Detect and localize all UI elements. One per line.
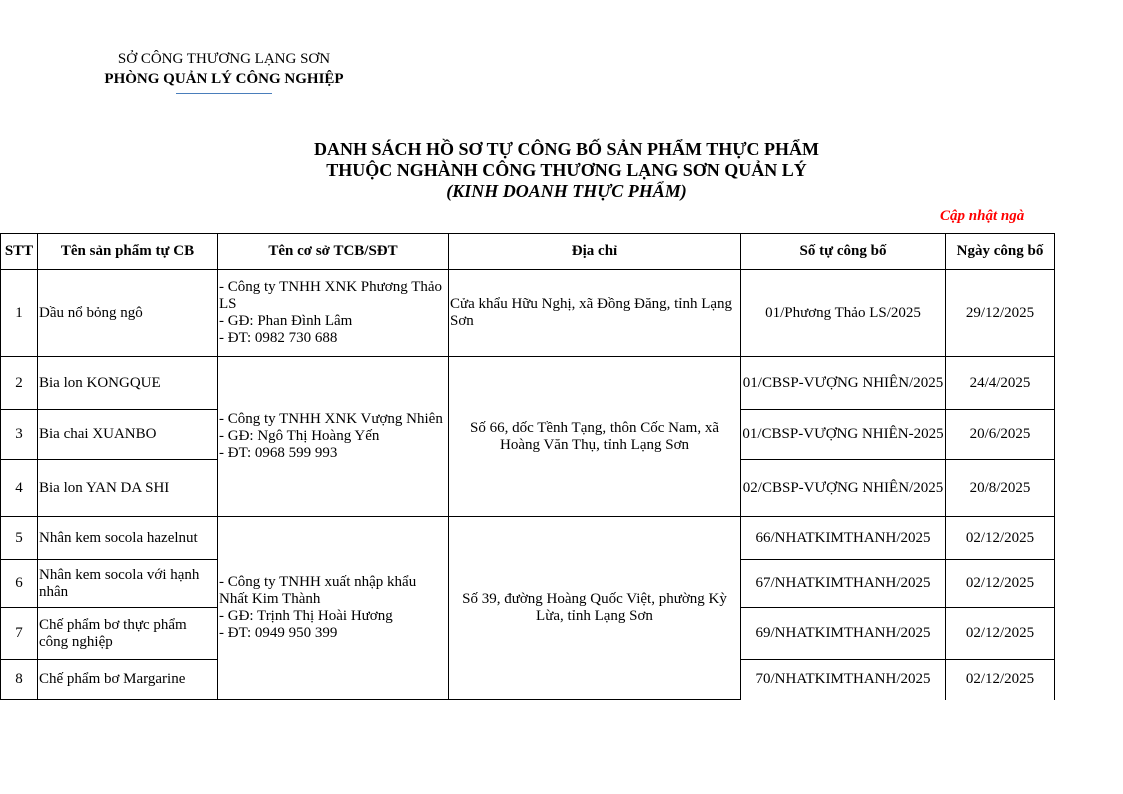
company-director: - GĐ: Phan Đình Lâm [219,313,353,329]
cell-company [218,517,449,700]
cell-number: 67/NHATKIMTHANH/2025 [741,560,946,608]
title-line-2: THUỘC NGHÀNH CÔNG THƯƠNG LẠNG SƠN QUẢN LÝ [326,160,807,180]
column-header-product: Tên sản phẩm tự CB [38,234,218,270]
company-name: - Công ty TNHH XNK Phương Thảo LS [219,279,443,312]
cell-number: 70/NHATKIMTHANH/2025 [741,660,946,700]
cell-product: Nhân kem socola với hạnh nhân [38,560,218,608]
column-header-date: Ngày công bố [946,234,1055,270]
cell-address: Số 66, dốc Tềnh Tạng, thôn Cốc Nam, xã Hoàng Văn Thụ, tỉnh Lạng Sơn [449,357,741,517]
cell-stt: 2 [1,357,38,410]
table-row [1,357,1055,410]
header-divider [176,93,272,94]
cell-date: 29/12/2025 [946,270,1055,357]
table-row [1,270,1055,357]
cell-product: Bia chai XUANBO [38,410,218,460]
cell-date: 24/4/2025 [946,357,1055,410]
cell-number: 69/NHATKIMTHANH/2025 [741,608,946,660]
cell-address: Cửa khẩu Hữu Nghị, xã Đồng Đăng, tỉnh Lạng Sơn [449,270,741,357]
company-phone: - ĐT: 0968 599 993 [219,445,338,461]
cell-date: 02/12/2025 [946,560,1055,608]
cell-date: 20/6/2025 [946,410,1055,460]
table-header-row [1,234,1055,270]
cell-date: 20/8/2025 [946,460,1055,517]
department-name: PHÒNG QUẢN LÝ CÔNG NGHIỆP [104,71,344,87]
cell-stt: 8 [1,660,38,700]
company-phone: - ĐT: 0949 950 399 [219,625,338,641]
title-line-3: (KINH DOANH THỰC PHẨM) [446,181,687,201]
title-line-1: DANH SÁCH HỒ SƠ TỰ CÔNG BỐ SẢN PHẨM THỰC PHẨM [313,139,820,159]
column-header-number: Số tự công bố [741,234,946,270]
column-header-company: Tên cơ sở TCB/SĐT [218,234,449,270]
cell-stt: 5 [1,517,38,560]
cell-number: 01/CBSP-VƯỢNG NHIÊN-2025 [741,410,946,460]
cell-address: Số 39, đường Hoàng Quốc Việt, phường Kỳ Lừa, tỉnh Lạng Sơn [449,517,741,700]
cell-company [218,270,449,357]
cell-product: Chế phẩm bơ Margarine [38,660,218,700]
column-header-stt: STT [1,234,38,270]
cell-stt: 1 [1,270,38,357]
cell-number: 01/CBSP-VƯỢNG NHIÊN/2025 [741,357,946,410]
cell-date: 02/12/2025 [946,608,1055,660]
company-director: - GĐ: Ngô Thị Hoàng Yến [219,428,380,444]
cell-stt: 4 [1,460,38,517]
company-name: - Công ty TNHH XNK Vượng Nhiên [219,411,443,427]
company-director: - GĐ: Trịnh Thị Hoài Hương [219,608,393,624]
cell-date: 02/12/2025 [946,660,1055,700]
table-row [1,517,1055,560]
cell-number: 02/CBSP-VƯỢNG NHIÊN/2025 [741,460,946,517]
company-phone: - ĐT: 0982 730 688 [219,330,338,346]
cell-number: 01/Phương Thảo LS/2025 [741,270,946,357]
cell-number: 66/NHATKIMTHANH/2025 [741,517,946,560]
cell-product: Dầu nổ bỏng ngô [38,270,218,357]
cell-company [218,357,449,517]
ministry-name: SỞ CÔNG THƯƠNG LẠNG SƠN [117,51,331,67]
document-title [0,139,1123,202]
cell-stt: 7 [1,608,38,660]
agency-header [60,49,388,94]
cell-product: Nhân kem socola hazelnut [38,517,218,560]
cell-date: 02/12/2025 [946,517,1055,560]
cell-stt: 3 [1,410,38,460]
cell-product: Bia lon KONGQUE [38,357,218,410]
product-declaration-table [0,233,1055,700]
column-header-address: Địa chỉ [449,234,741,270]
cell-product: Chế phẩm bơ thực phẩm công nghiệp [38,608,218,660]
update-note: Cập nhật ngà [940,208,1025,224]
company-name: - Công ty TNHH xuất nhập khẩu Nhất Kim Thành [219,574,417,607]
cell-product: Bia lon YAN DA SHI [38,460,218,517]
cell-stt: 6 [1,560,38,608]
